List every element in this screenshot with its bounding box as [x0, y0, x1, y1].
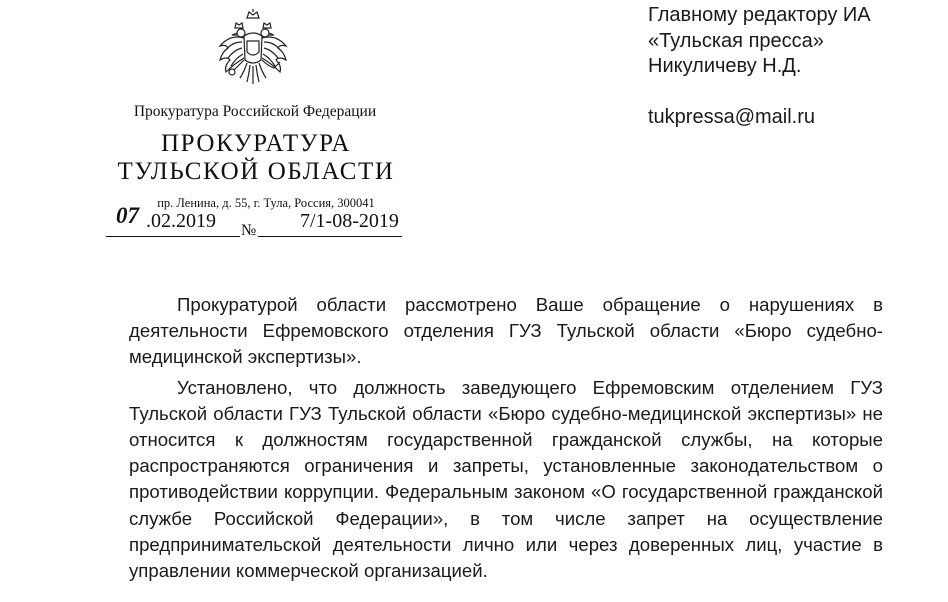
recipient-line1: Главному редактору ИА [648, 4, 871, 26]
number-sign: № [241, 222, 257, 239]
date-handwritten-day: 07 [116, 203, 139, 228]
sender-title-line2: ТУЛЬСКОЙ ОБЛАСТИ [117, 158, 395, 185]
sender-address: пр. Ленина, д. 55, г. Тула, Россия, 300041 [157, 196, 375, 210]
number-underline [258, 236, 402, 237]
outgoing-number: 7/1-08-2019 [300, 210, 399, 232]
date-value: .02.2019 [146, 210, 216, 232]
recipient-line2: «Тульская пресса» [648, 30, 824, 52]
recipient-email: tukpressa@mail.ru [648, 106, 816, 128]
body-paragraph-1: Прокуратурой области рассмотрено Ваше обращение о нарушениях в деятельности Ефремовского отделения ГУЗ Тульской области «Бюро судебно-медицинской экспертизы». [129, 294, 883, 368]
date-underline [106, 236, 240, 237]
sender-title-line1: ПРОКУРАТУРА [160, 130, 352, 157]
org-line: Прокуратура Российской Федерации [133, 103, 377, 120]
russian-coat-of-arms-icon [214, 8, 292, 92]
letter-body [129, 292, 883, 584]
recipient-line3: Никуличеву Н.Д. [648, 55, 802, 77]
body-paragraph-2: Установлено, что должность заведующего Ефремовским отделением ГУЗ Тульской области ГУЗ Тульской области «Бюро судебно-медицинской экспертизы» не относится к должностям государственной гражданской службы, на которые распространяются ограничения и запреты, установленные законодательством о противодействии коррупции. Федеральным законом «О государственной гражданской службе Российской Федерации», в том числе запрет на осуществление предпринимательской деятельности лично или через доверенных лиц, участие в управлении коммерческой организацией. [129, 376, 883, 582]
